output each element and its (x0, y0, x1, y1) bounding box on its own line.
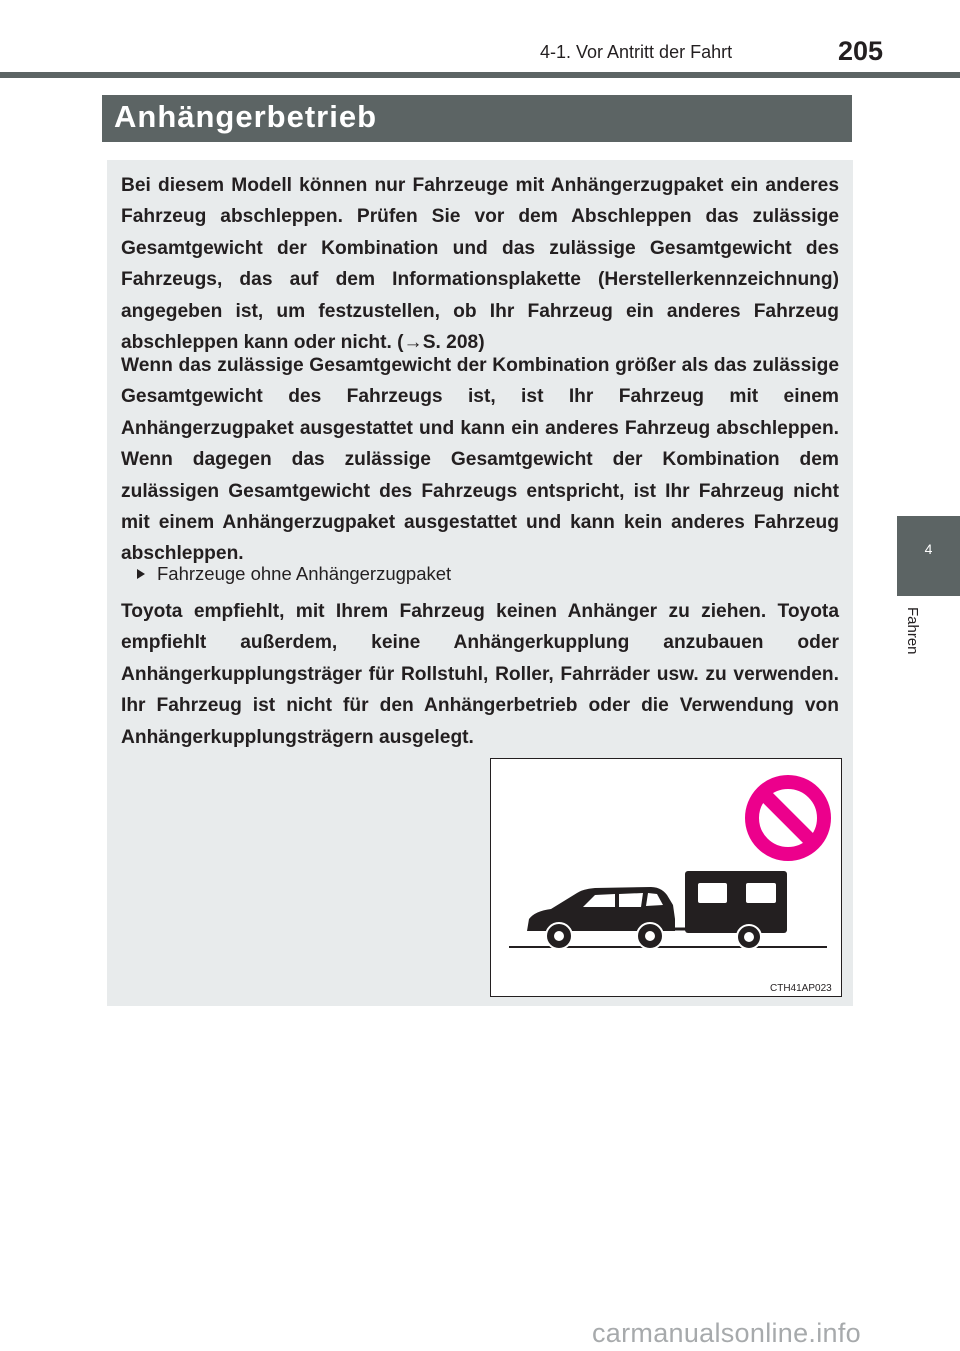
prohibition-icon (752, 782, 824, 854)
figure-code: CTH41AP023 (770, 983, 832, 994)
towing-prohibited-illustration (490, 758, 842, 997)
triangle-bullet-icon (137, 569, 145, 579)
chapter-label-wrapper (904, 607, 926, 667)
towing-illustration-svg (491, 759, 843, 998)
section-title: Anhängerbetrieb (114, 99, 378, 134)
paragraph-intro: Bei diesem Modell können nur Fahrzeuge mit Anhängerzugpaket ein anderes Fahrzeug abschleppen. Prüfen Sie vor dem Abschleppen das zulässige Gesamtgewicht der Kombination und das zulässige Gesamtgewicht des Fahrzeugs, das auf dem Informationsplakette (Herstellerkennzeichnung) angegeben ist, um festzustellen, ob Ihr Fahrzeug ein anderes Fahrzeug abschleppen kann oder nicht. (→S. 208) (121, 175, 839, 354)
trailer-icon (685, 871, 787, 949)
watermark[interactable]: carmanualsonline.info (592, 1318, 861, 1348)
header-divider (0, 72, 960, 78)
car-icon (527, 887, 675, 949)
header-section-title: 4-1. Vor Antritt der Fahrt (540, 42, 733, 62)
paragraph-toyota-recommendation: Toyota empfiehlt, mit Ihrem Fahrzeug keinen Anhänger zu ziehen. Toyota empfiehlt außerdem, keine Anhängerkupplung anzubauen oder Anhängerkupplungsträger für Rollstuhl, Roller, Fahrräder usw. zu verwenden. Ihr Fahrzeug ist nicht für den Anhängerbetrieb oder die Verwendung von Anhängerkupplungsträgern ausgelegt. (121, 601, 839, 748)
chapter-number: 4 (924, 541, 933, 557)
paragraph-weight-explanation: Wenn das zulässige Gesamtgewicht der Kombination größer als das zulässige Gesamtgewicht des Fahrzeugs ist, ist Ihr Fahrzeug mit einem Anhängerzugpaket ausgestattet und kann ein anderes Fahrzeug abschleppen. Wenn dagegen das zulässige Gesamtgewicht der Kombination dem zulässigen Gesamtgewicht des Fahrzeugs entspricht, ist Ihr Fahrzeug nicht mit einem Anhängerzugpaket ausgestattet und kann kein anderes Fahrzeug abschleppen. (121, 355, 839, 565)
chapter-label: Fahren (904, 607, 921, 655)
subheading-no-towing-package (137, 563, 451, 585)
subheading-text: Fahrzeuge ohne Anhängerzugpaket (157, 563, 452, 584)
page-number: 205 (838, 36, 884, 66)
